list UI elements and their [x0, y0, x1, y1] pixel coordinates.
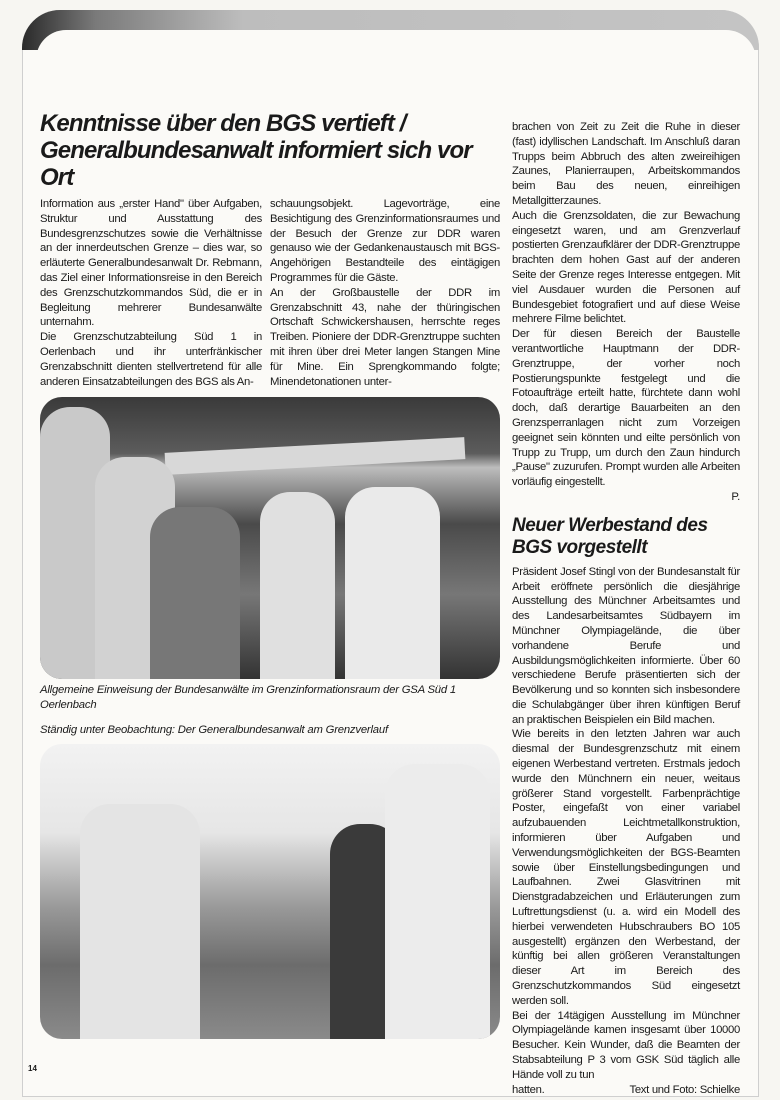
paragraph: Bei der 14tägigen Ausstellung im Münchner Olympiagelände kamen insgesamt über 10000 Besucher. Kein Wunder, daß die Beamten der Stabsabteilung P 3 vom GSK Süd täglich alle Hände voll zu tun — [512, 1009, 740, 1081]
photo-border-patrol — [40, 744, 500, 1039]
photo-caption-2: Ständig unter Beobachtung: Der Generalbundesanwalt am Grenzverlauf — [40, 724, 388, 737]
paragraph: Auch die Grenzsoldaten, die zur Bewachung eingesetzt waren, und am Grenzverlauf postierten Grenzaufklärer der DDR-Grenztruppe brachten dem hohen Gast auf der anderen Seite der Grenze reges Interesse entgegen. Mit viel Ausdauer wurden die Personen auf Bundesgebiet fotografiert und auf diese Weise mehrere Filme belichtet. — [512, 209, 740, 326]
right-region — [512, 120, 740, 1097]
paragraph: Die Grenzschutzabteilung Süd 1 in Oerlenbach und ihr unterfränkischer Grenzabschnitt dienten stellvertretend für alle anderen Einsatzabteilungen des BGS als An- — [40, 331, 262, 388]
photo-information-room — [40, 397, 500, 679]
photo-figure — [345, 487, 440, 679]
paragraph: schauungsobjekt. Lagevorträge, eine Besichtigung des Grenzinformationsraumes und der Besuch der Grenze zur DDR waren genauso wie der Gedankenaustausch mit BGS-Angehörigen Bestandteile des eintägigen Programmes für die Gäste. — [270, 198, 500, 284]
article-headline: Kenntnisse über den BGS vertieft / Generalbundesanwalt informiert sich vor Ort — [40, 110, 472, 191]
photo-credit: Text und Foto: Schielke — [629, 1083, 740, 1096]
paragraph: Präsident Josef Stingl von der Bundesanstalt für Arbeit eröffnete persönlich die diesjährige Ausstellung des Münchner Arbeitsamtes und des Landesarbeitsamtes Südbayern im Münchner Olympiagelände, die über vorhandene Berufe und Ausbildungsmöglichkeiten informierte. Über 60 verschiedene Berufe präsentierten sich der Bevölkerung und so konnten sich insbesondere die Schulabgänger über ihren künftigen Beruf an praktischen Beispielen ein Bild machen. — [512, 565, 740, 726]
article-column-1 — [40, 197, 262, 389]
left-region — [40, 110, 500, 1039]
closing-line — [512, 1083, 740, 1098]
closing-text: hatten. — [512, 1083, 545, 1096]
paragraph: brachen von Zeit zu Zeit die Ruhe in dieser (fast) idyllischen Landschaft. Im Anschluß daran Trupps beim Abbruch des alten zweireihigen Zaunes, Planierraupen, Arbeitskommandos beim Bau des neuen, einreihigen Metallgitterzaunes. — [512, 121, 740, 207]
author-signature: P. — [731, 490, 740, 503]
paragraph: Wie bereits in den letzten Jahren war auch diesmal der Bundesgrenzschutz mit einem eigenen Werbestand vertreten. Erstmals jedoch wurde den Münchnern ein neuer, weitaus größerer Stand vorgestellt. Farbenprächtige Poster, eingefaßt von einer variabel aufzubauenden Leichtmetallkonstruktion, informieren über Aufgaben und Verwendungsmöglichkeiten der BGS-Beamten sowie über Einstellungsbedingungen und Laufbahnen. Zwei Glasvitrinen mit Dienstgradabzeichen und Erläuterungen zum Luftrettungsdienst (u. a. wird ein Modell des hierbei verwendeten Hubschraubers BO 105 ausgestellt) ergänzen den Werbestand, der künftig bei allen größeren Veranstaltungen dieser Art im Bereich des Grenzschutzkommandos Süd eingesetzt werden soll. — [512, 728, 740, 1007]
photo-figure — [80, 804, 200, 1039]
paragraph: Information aus „erster Hand" über Aufgaben, Struktur und Ausstattung des Bundesgrenzschutzes sowie die Verhältnisse an der innerdeutschen Grenze – dies war, so erläuterte Generalbundesanwalt Dr. Rebmann, das Ziel einer Informationsreise in den Bereich des Grenzschutzkommandos Süd, die er in Begleitung mehrerer Bundesanwälte unternahm. — [40, 198, 262, 329]
header-band-inner — [36, 30, 756, 60]
photo-caption-1: Allgemeine Einweisung der Bundesanwälte im Grenzinformationsraum der GSA Süd 1 Oerlenbach — [40, 684, 456, 712]
photo-figure — [150, 507, 240, 679]
page-number: 14 — [28, 1064, 37, 1073]
article2-headline: Neuer Werbestand des BGS vorgestellt — [512, 514, 708, 558]
photo-banner — [165, 438, 466, 476]
photo-figure — [260, 492, 335, 679]
photo-figure — [385, 764, 490, 1039]
article-columns — [40, 197, 500, 389]
article2-column — [512, 565, 740, 1098]
paragraph: Der für diesen Bereich der Baustelle verantwortliche Hauptmann der DDR-Grenztruppe, der vorher noch Postierungspunkte festgelegt und die Fotoaufträge erteilt hatte, fürchtete dann wohl doch, daß derartige Bauarbeiten an den Grenzsperranlagen nicht zum Vorzeigen geeignet sein könnten und eilte persönlich von Trupp zu Trupp, um durch den Zaun hindurch „Pause" zuzurufen. Prompt wurden alle Arbeiten vorläufig eingestellt. — [512, 328, 740, 489]
article-column-2 — [270, 197, 500, 389]
paragraph: An der Großbaustelle der DDR im Grenzabschnitt 43, nahe der thüringischen Ortschaft Schwickershausen, herrschte reges Treiben. Pioniere der DDR-Grenztruppe suchten mit ihren über drei Meter langen Stangen Mine für Mine. Ein Sprengkommando folgte; Minendetonationen unter- — [270, 286, 500, 388]
article-column-3 — [512, 120, 740, 505]
